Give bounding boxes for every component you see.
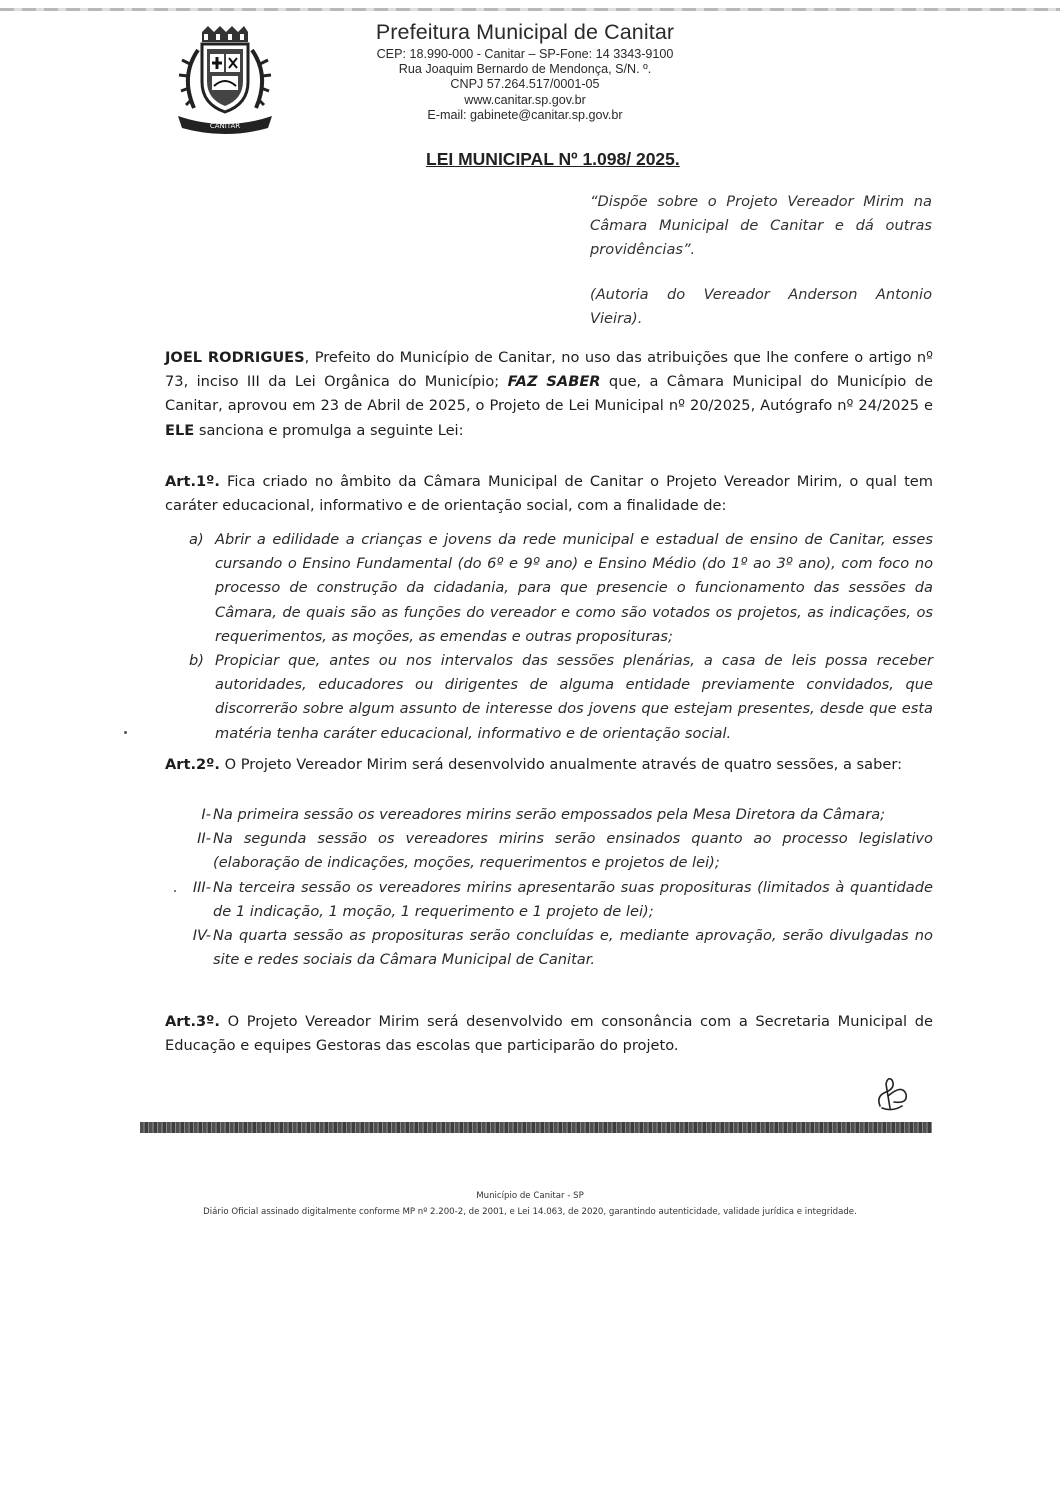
article-2-text: O Projeto Vereador Mirim será desenvolvido anualmente através de quatro sessões, a saber: [219, 756, 902, 773]
preamble-text-1: , Prefeito do Município de Canitar, no uso das atribuições que lhe confere o artigo nº 73, inciso III da Lei Orgânica do Município; [165, 349, 934, 391]
letterhead-email: E-mail: gabinete@canitar.sp.gov.br [427, 107, 623, 122]
footer-divider-band [140, 1122, 932, 1133]
letterhead-cep: CEP: 18.990-000 - Canitar – SP-Fone: 14 3343-9100 [376, 47, 674, 61]
article-1-label: Art.1º. [165, 473, 220, 490]
preamble-ele: ELE [165, 421, 195, 439]
footer-municipality: Município de Canitar - SP [476, 1191, 584, 1201]
article-3-label: Art.3º. [165, 1013, 220, 1030]
law-ementa: “Dispõe sobre o Projeto Vereador Mirim na Câmara Municipal de Canitar e dá outras providências”. [590, 193, 932, 258]
list-item [165, 827, 933, 875]
crest-label: CANITAR [209, 122, 241, 130]
law-authorship: (Autoria do Vereador Anderson Antonio Vieira). [590, 286, 932, 327]
mayor-name: JOEL RODRIGUES [165, 349, 305, 366]
article-1 [165, 470, 933, 518]
faz-saber: FAZ SABER [507, 373, 601, 391]
item-marker: I- [201, 806, 211, 823]
scan-top-rule [0, 8, 1060, 11]
list-item [165, 876, 933, 924]
article-2 [165, 753, 933, 777]
municipal-crest-icon [172, 24, 278, 136]
article-2-items [165, 803, 933, 972]
article-1-items [165, 528, 933, 746]
scan-speck [124, 731, 127, 734]
preamble-paragraph [165, 346, 933, 443]
item-text: Na terceira sessão os vereadores mirins apresentarão suas proposituras (limitados à quantidade de 1 indicação, 1 moção, 1 requerimento e 1 projeto de lei); [213, 878, 933, 920]
item-marker: IV- [192, 927, 211, 945]
letterhead-cnpj: CNPJ 57.264.517/0001-05 [450, 77, 600, 92]
list-item [165, 924, 933, 972]
law-title: LEI MUNICIPAL Nº 1.098/ 2025. [426, 149, 680, 169]
preamble-text-3: sanciona e promulga a seguinte Lei: [194, 421, 464, 439]
letterhead-website: www.canitar.sp.gov.br [464, 92, 586, 107]
article-1-text: Fica criado no âmbito da Câmara Municipal de Canitar o Projeto Vereador Mirim, o qual tem caráter educacional, informativo e de orientação social, com a finalidade de: [165, 473, 933, 515]
signature-initials-icon [872, 1074, 914, 1114]
scan-speck [174, 890, 176, 892]
list-item [165, 649, 933, 746]
preamble-text-2: que, a Câmara Municipal do Município de Canitar, aprovou em 23 de Abril de 2025, o Projeto de Lei Municipal nº 20/2025, Autógrafo nº 24/2025 e [165, 373, 933, 415]
article-3 [165, 1010, 933, 1058]
item-text: Propiciar que, antes ou nos intervalos das sessões plenárias, a casa de leis possa receber autoridades, educadores ou dirigentes de alguma entidade previamente convidados, que discorrerão sobre algum assunto de interesse dos jovens que estejam presentes, desde que esta matéria tenha caráter educacional, informativo e de orientação social. [215, 652, 933, 742]
item-text: Na segunda sessão os vereadores mirins serão ensinados quanto ao processo legislativo (elaboração de indicações, moções, requerimentos e projetos de lei); [213, 830, 933, 872]
article-2-label: Art.2º. [165, 756, 220, 773]
item-marker: II- [197, 830, 211, 848]
item-marker: a) [189, 531, 204, 548]
item-text: Abrir a edilidade a crianças e jovens da rede municipal e estadual de ensino de Canitar, esses cursando o Ensino Fundamental (do 6º e 9º ano) e Ensino Médio (do 1º ao 3º ano), com foco no processo de construção da cidadania, para que presencie o funcionamento das sessões da Câmara, de quais são as funções do vereador e como são votados os projetos, as indicações, os requerimentos, as moções, as emendas e outras proposituras; [215, 531, 933, 645]
letterhead-title: Prefeitura Municipal de Canitar [375, 20, 675, 44]
letterhead-address: Rua Joaquim Bernardo de Mendonça, S/N. º. [398, 62, 652, 77]
letterhead [300, 20, 750, 123]
list-item [165, 528, 933, 649]
item-marker: b) [189, 652, 204, 670]
item-marker: III- [192, 878, 211, 896]
list-item [165, 803, 933, 827]
footer-legal-notice: Diário Oficial assinado digitalmente conforme MP nº 2.200-2, de 2001, e Lei 14.063, de 2020, garantindo autenticidade, validade jurídica e integridade. [203, 1207, 857, 1217]
item-text: Na quarta sessão as proposituras serão concluídas e, mediante aprovação, serão divulgadas no site e redes sociais da Câmara Municipal de Canitar. [213, 927, 933, 969]
article-3-text: O Projeto Vereador Mirim será desenvolvido em consonância com a Secretaria Municipal de Educação e equipes Gestoras das escolas que participarão do projeto. [165, 1013, 933, 1055]
item-text: Na primeira sessão os vereadores mirins serão empossados pela Mesa Diretora da Câmara; [213, 806, 886, 823]
